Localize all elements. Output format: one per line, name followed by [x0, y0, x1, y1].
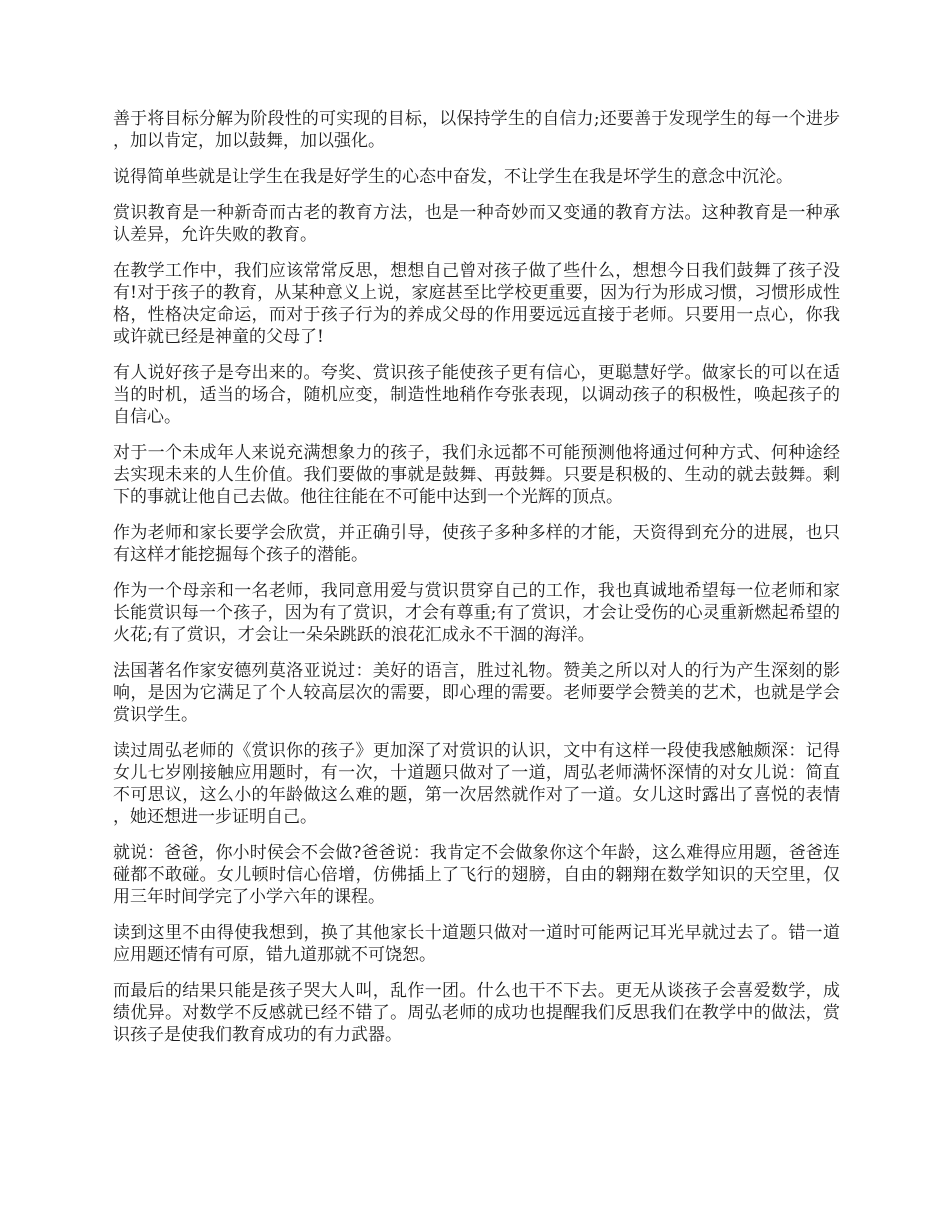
paragraph: 对于一个未成年人来说充满想象力的孩子，我们永远都不可能预测他将通过何种方式、何种途经去实现未来的人生价值。我们要做的事就是鼓舞、再鼓舞。只要是积极的、生动的就去鼓舞。剩下的事就让他自己去做。他往往能在不可能中达到一个光辉的顶点。: [113, 443, 840, 507]
paragraph: 善于将目标分解为阶段性的可实现的目标，以保持学生的自信力;还要善于发现学生的每一个进步，加以肯定，加以鼓舞，加以强化。: [113, 109, 840, 151]
paragraph: 读过周弘老师的《赏识你的孩子》更加深了对赏识的认识，文中有这样一段使我感触颇深：记得女儿七岁刚接触应用题时，有一次，十道题只做对了一道，周弘老师满怀深情的对女儿说：简直不可思议，这么小的年龄做这么难的题，第一次居然就作对了一道。女儿这时露出了喜悦的表情，她还想进一步证明自己。: [113, 741, 840, 827]
paragraph: 说得简单些就是让学生在我是好学生的心态中奋发，不让学生在我是坏学生的意念中沉沦。: [113, 167, 793, 187]
paragraph: 作为老师和家长要学会欣赏，并正确引导，使孩子多种多样的才能，天资得到充分的进展，也只有这样才能挖掘每个孩子的潜能。: [113, 523, 840, 565]
paragraph: 而最后的结果只能是孩子哭大人叫，乱作一团。什么也干不下去。更无从谈孩子会喜爱数学，成绩优异。对数学不反感就已经不错了。周弘老师的成功也提醒我们反思我们在教学中的做法，赏识孩子是使我们教育成功的有力武器。: [113, 981, 840, 1045]
paragraph: 在教学工作中，我们应该常常反思，想想自己曾对孩子做了些什么，想想今日我们鼓舞了孩子没有!对于孩子的教育，从某种意义上说，家庭甚至比学校更重要，因为行为形成习惯，习惯形成性格，性格决定命运，而对于孩子行为的养成父母的作用要远远直接于老师。只要用一点心，你我或许就已经是神童的父母了!: [113, 261, 840, 347]
paragraph: 作为一个母亲和一名老师，我同意用爱与赏识贯穿自己的工作，我也真诚地希望每一位老师和家长能赏识每一个孩子，因为有了赏识，才会有尊重;有了赏识，才会让受伤的心灵重新燃起希望的火花;有了赏识，才会让一朵朵跳跃的浪花汇成永不干涸的海洋。: [113, 581, 840, 645]
paragraph: 赏识教育是一种新奇而古老的教育方法，也是一种奇妙而又变通的教育方法。这种教育是一种承认差异，允许失败的教育。: [113, 203, 840, 245]
paragraph: 有人说好孩子是夸出来的。夸奖、赏识孩子能使孩子更有信心，更聪慧好学。做家长的可以在适当的时机，适当的场合，随机应变，制造性地稍作夸张表现，以调动孩子的积极性，唤起孩子的自信心。: [113, 363, 840, 427]
paragraph: 读到这里不由得使我想到，换了其他家长十道题只做对一道时可能两记耳光早就过去了。错一道应用题还情有可原，错九道那就不可饶恕。: [113, 923, 840, 965]
document-body: [113, 108, 840, 1060]
paragraph: 法国著名作家安德列莫洛亚说过：美好的语言，胜过礼物。赞美之所以对人的行为产生深刻的影响，是因为它满足了个人较高层次的需要，即心理的需要。老师要学会赞美的艺术，也就是学会赏识学生。: [113, 661, 840, 725]
paragraph: 就说：爸爸，你小时侯会不会做?爸爸说：我肯定不会做象你这个年龄，这么难得应用题，爸爸连碰都不敢碰。女儿顿时信心倍增，仿佛插上了飞行的翅膀，自由的翱翔在数学知识的天空里，仅用三年时间学完了小学六年的课程。: [113, 843, 840, 907]
